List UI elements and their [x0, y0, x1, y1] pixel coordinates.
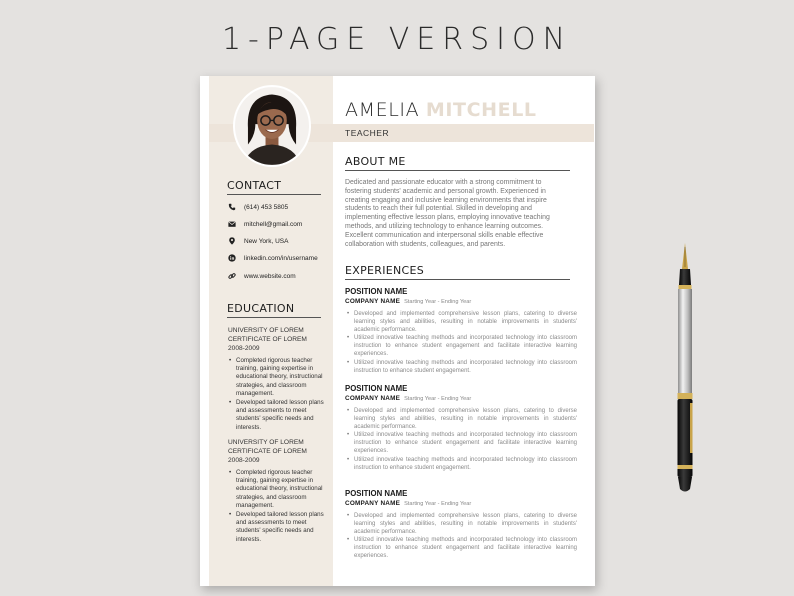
experience-entry [345, 384, 577, 472]
about-text: Dedicated and passionate educator with a strong commitment to fostering students' academic and personal growth. Experienced in creating engaging and inclusive learning environments that inspire students to reach their full potential. Skilled in developing and implementing effective lesson plans, employing innovative teaching methods, and utilizing technology to enhance learning outcomes. Excellent communication and interpersonal skills enable effective collaboration with students, colleagues, and parents. [345, 179, 550, 248]
first-name: AMELIA [345, 99, 420, 121]
about-divider [345, 170, 570, 171]
company-line [345, 297, 577, 307]
experience-bullet: • Developed and implemented comprehensive lesson plans, catering to diverse learning styles and abilities, resulting in notable improvements in students' academic performance. [347, 407, 577, 431]
experiences-heading: EXPERIENCES [345, 264, 425, 277]
education-bullets [228, 469, 324, 544]
last-name: MITCHELL [425, 99, 537, 121]
experience-bullet: • Developed and implemented comprehensive lesson plans, catering to diverse learning styles and abilities, resulting in notable improvements in students' academic performance. [347, 310, 577, 334]
position-name: POSITION NAME [345, 287, 408, 296]
experience-bullet: • Utilized innovative teaching methods and incorporated technology into classroom instruction to enhance student engagement and facilitate interactive learning experiences. [347, 536, 577, 560]
resume-page [200, 76, 595, 586]
job-dates: Starting Year - Ending Year [404, 501, 472, 507]
page-version-banner: 1-PAGE VERSION [221, 22, 573, 57]
experience-bullet: • Utilized innovative teaching methods and incorporated technology into classroom instruction to enhance student engagement. [347, 359, 577, 375]
education-school: UNIVERSITY OF LOREM [228, 439, 304, 446]
education-bullet: • Developed tailored lesson plans and assessments to meet students' specific needs and interests. [228, 399, 324, 432]
fountain-pen-image [670, 243, 700, 495]
location-pin-icon [228, 237, 236, 245]
company-line [345, 499, 577, 509]
experience-bullet: • Utilized innovative teaching methods and incorporated technology into classroom instruction to enhance student engagement. [347, 456, 577, 472]
contact-location [228, 236, 288, 246]
education-bullet: • Completed rigorous teacher training, gaining expertise in educational theory, instructional strategies, and classroom management. [228, 357, 324, 398]
phone-text: (614) 453 5805 [244, 203, 289, 211]
education-bullets [228, 357, 324, 432]
profile-photo-graphic [235, 87, 309, 165]
education-entry [228, 438, 324, 545]
education-entry [228, 326, 324, 433]
company-name: COMPANY NAME [345, 500, 401, 507]
experience-bullets [347, 310, 577, 375]
profile-photo [233, 85, 311, 167]
linkedin-text: linkedin.com/in/username [244, 254, 318, 262]
education-certificate: CERTIFICATE OF LOREM [228, 336, 307, 343]
company-name: COMPANY NAME [345, 395, 401, 402]
position-name: POSITION NAME [345, 384, 408, 393]
position-name: POSITION NAME [345, 489, 408, 498]
contact-email [228, 219, 302, 229]
education-years: 2008-2009 [228, 345, 260, 352]
phone-icon [228, 203, 236, 211]
education-school: UNIVERSITY OF LOREM [228, 327, 304, 334]
job-dates: Starting Year - Ending Year [404, 396, 472, 402]
about-heading: ABOUT ME [345, 155, 406, 168]
email-text: mitchell@gmail.com [244, 220, 303, 228]
company-line [345, 394, 577, 404]
location-text: New York, USA [244, 237, 289, 245]
contact-phone [228, 202, 288, 212]
experience-bullet: • Developed and implemented comprehensive lesson plans, catering to diverse learning styles and abilities, resulting in notable improvements in students' academic performance. [347, 512, 577, 536]
linkedin-icon [228, 254, 236, 262]
contact-divider [227, 194, 321, 195]
experience-entry [345, 489, 577, 561]
education-bullet: • Completed rigorous teacher training, gaining expertise in educational theory, instructional strategies, and classroom management. [228, 469, 324, 510]
company-name: COMPANY NAME [345, 298, 401, 305]
experiences-divider [345, 279, 570, 280]
resume-name [345, 99, 537, 121]
contact-website [228, 271, 296, 281]
experience-bullet: • Utilized innovative teaching methods and incorporated technology into classroom instruction to enhance student engagement and facilitate interactive learning experiences. [347, 431, 577, 455]
experience-entry [345, 287, 577, 375]
contact-heading: CONTACT [227, 179, 282, 192]
experience-bullets [347, 407, 577, 472]
education-certificate: CERTIFICATE OF LOREM [228, 448, 307, 455]
job-dates: Starting Year - Ending Year [404, 299, 472, 305]
education-heading: EDUCATION [227, 302, 295, 315]
resume-role: TEACHER [345, 128, 390, 138]
experience-bullets [347, 512, 577, 561]
education-divider [227, 317, 321, 318]
experience-bullet: • Utilized innovative teaching methods and incorporated technology into classroom instruction to enhance student engagement and facilitate interactive learning experiences. [347, 334, 577, 358]
education-bullet: • Developed tailored lesson plans and assessments to meet students' specific needs and interests. [228, 511, 324, 544]
education-years: 2008-2009 [228, 457, 260, 464]
link-icon [228, 272, 236, 280]
email-icon [228, 220, 236, 228]
website-text: www.website.com [244, 272, 296, 280]
contact-linkedin [228, 253, 318, 263]
